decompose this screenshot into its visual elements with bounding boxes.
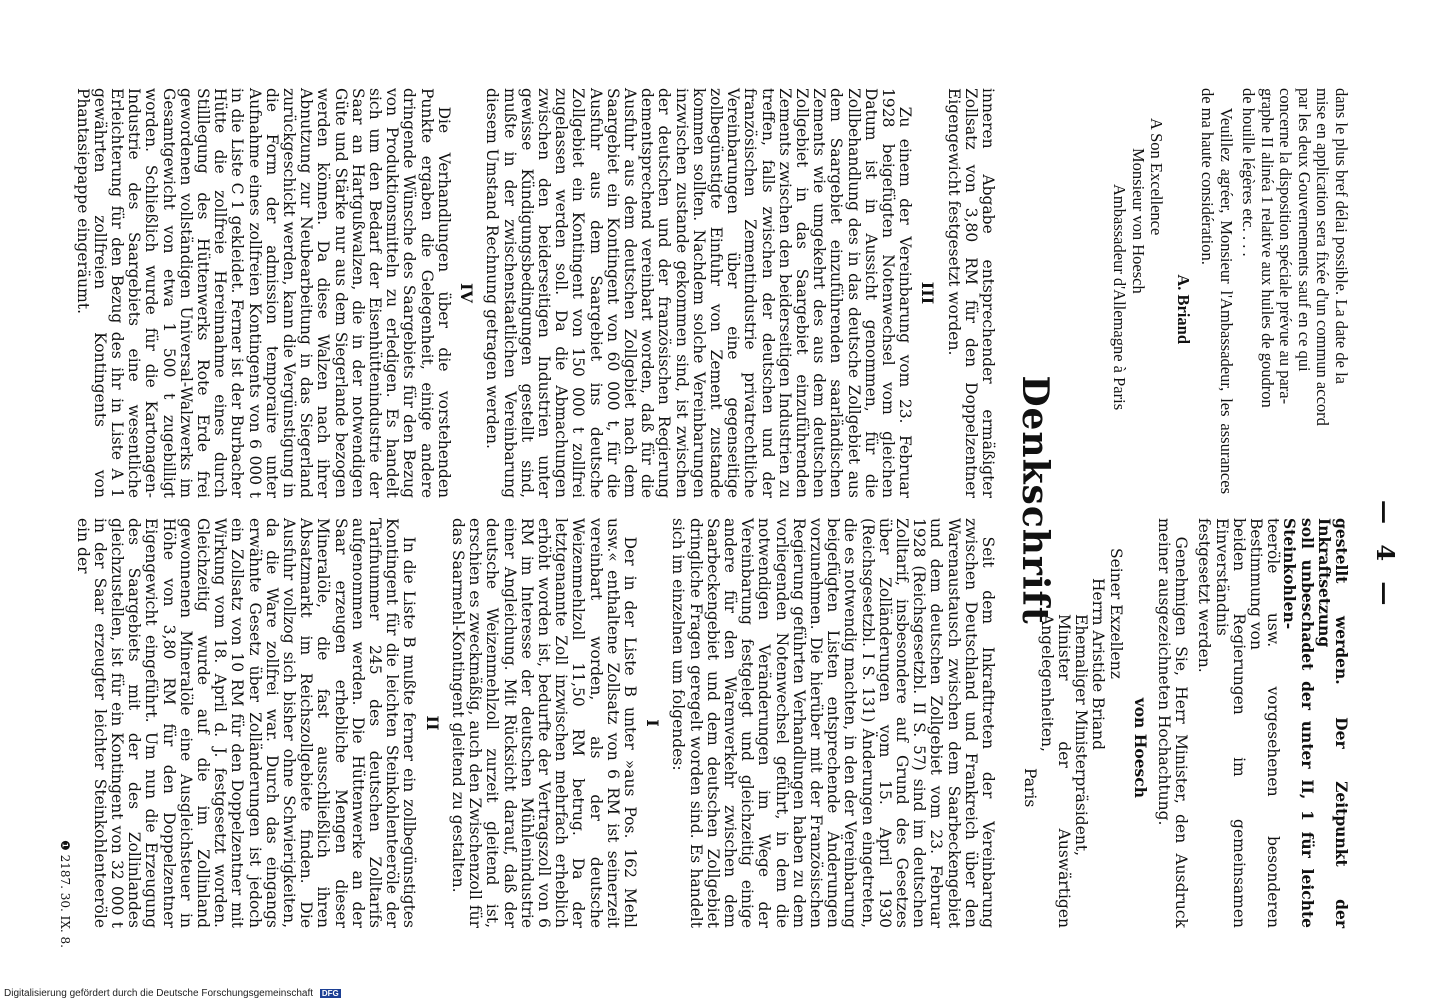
paragraph: In die Liste B mußte ferner ein zollbegünstigtes Kontingent für die leichten Steinkohlenteeröle der Tarifnummer 245 des deutschen Zolltarifs aufgenommen werden. Die Hüttenwerke an der Saar erzeugen erhebliche Mengen dieser Mineralöle, die fast ausschließlich ihren Absatzmarkt im Reichszollgebiete finden. Die Ausfuhr vollzog sich bisher ohne Schwierigkeiten, da die Ware zollfrei war. Durch das eingangs erwähnte Gesetz über Zolländerungen ist jedoch ein Zollsatz von 10 RM für den Doppelzentner mit Wirkung vom 18. April d. J. festgesetzt worden. Gleichzeitig wurde auf die im Zollinland gewonnenen Mineralöle eine Ausgleichsteuer in Höhe von 3,80 RM für den Doppelzentner Eigengewicht eingeführt. Um nun die Erzeugung des Saargebiets mit der des Zollinlandes gleichzustellen, ist für ein Kontingent von 32 000 t in der Saar erzeugter leichter Steinkohlenteeröle ein der — [73, 518, 419, 928]
left-column — [67, 88, 996, 498]
right-column — [67, 518, 996, 928]
digitization-text: Digitalisierung gefördert durch die Deutsche Forschungsgemeinschaft — [4, 988, 314, 999]
address-line: Ambassadeur d'Allemagne à Paris — [1110, 184, 1130, 411]
section-heading-i: I — [643, 719, 663, 727]
text-line: par les deux Gouvernements sauf en ce qui — [1295, 88, 1314, 372]
closing-formula: Genehmigen Sie, Herr Minister, den Ausdruck meiner ausgezeichneten Hochachtung. — [1154, 518, 1191, 928]
section-heading-iii: III — [918, 281, 938, 305]
text-line: mise en application sera fixée d'un commun accord — [1313, 88, 1333, 426]
signature-hoesch: von Hoesch — [1130, 697, 1150, 798]
text-line: beiden Regierungen im gemeinsamen Einverständnis — [1212, 518, 1248, 928]
paragraph: inneren Abgabe entsprechender ermäßigter Zollsatz von 3,80 RM für den Doppelzentner Eigengewicht festgesetzt worden. — [944, 88, 997, 498]
german-letter-end — [1020, 518, 1350, 928]
page-number: — 4 — — [1371, 500, 1400, 612]
german-lines — [1195, 518, 1350, 928]
address-line: A Son Excellence — [1147, 118, 1167, 236]
paragraph: Zu einem der Vereinbarung vom 23. Februar 1928 beigefügten Notenwechsel vom gleichen Datum ist in Aussicht genommen, für die Zollbehandlung des in das deutsche Zollgebiet aus dem Saargebiet einzuführenden saarländischen Zements wie umgekehrt des aus dem deutschen Zollgebiet in das Saargebiet einzuführenden Zements zwischen den beiderseitigen Industrien zu treffen, falls zwischen der deutschen und der französischen Zementindustrie privatrechtliche Vereinbarungen über eine gegenseitige zollbegünstigte Einfuhr von Zement zustande kommen sollten. Nachdem solche Vereinbarungen inzwischen zustande gekommen sind, ist zwischen der deutschen und der französischen Regierung dementsprechend vereinbart worden, daß für die Ausfuhr aus dem deutschen Zollgebiet nach dem Saargebiet ein Kontingent von 60 000 t, für die Ausfuhr aus dem Saargebiet ins deutsche Zollgebiet ein Kontingent von 150 000 t zollfrei zugelassen werden soll. Da die Abmachungen zwischen den beiderseitigen Industrien unter gewisse Kündigungsbedingungen gestellt sind, mußte in der zwischenstaatlichen Vereinbarung diesem Umstand Rechnung getragen werden. — [483, 88, 915, 498]
address-line: Monsieur von Hoesch — [1129, 148, 1148, 294]
text-line: soll unbeschadet der unter II, 1 für leichte Steinkohlen- — [1280, 518, 1317, 928]
text-line: graphe II alinéa 1 relative aux huiles de goudron — [1258, 88, 1277, 408]
text-line: dans le plus bref délai possible. La date de la — [1332, 88, 1351, 384]
signature-briand: A. Briand — [1174, 274, 1193, 344]
address-line: Seiner Exzellenz — [1106, 548, 1125, 679]
paragraph: Der in der Liste B unter »aus Pos. 162 Mehl usw.« enthaltene Zollsatz von 6 RM ist seinerzeit vereinbart worden, als der deutsche Weizenmehlzoll 11,50 RM betrug. Da der letztgenannte Zoll inzwischen mehrfach erheblich erhöht worden ist, bedurfte der Vertragszoll von 6 RM im Interesse der deutschen Mühlenindustrie einer Angleichung. Mit Rücksicht darauf, daß der deutsche Weizenmehlzoll zurzeit gleitend ist, erschien es zweckmäßig, auch den Zwischenzoll für das Saarmehl-Kontingent gleitend zu gestalten. — [448, 518, 639, 928]
print-code: ❶ 2187. 30. IX. 8. — [58, 840, 72, 948]
digitization-text-wrap — [4, 988, 341, 999]
text-line: concerne la disposition spéciale prévue au para- — [1276, 88, 1296, 405]
page-title: Denkschrift — [1014, 375, 1056, 625]
section-heading-iv: IV — [457, 283, 477, 303]
text-line: festgesetzt werden. — [1195, 518, 1214, 673]
address-line: Minister der Auswärtigen Angelegenheiten, — [1037, 614, 1073, 928]
text-line: de houille légères etc. . . . — [1239, 88, 1259, 257]
address-line: Herrn Aristide Briand — [1089, 578, 1108, 751]
section-heading-ii: II — [422, 715, 442, 731]
address-line: Ehemaliger Ministerpräsident, — [1072, 614, 1091, 857]
closing-formula: Veuillez agréer, Monsieur l'Ambassadeur, les assurances de ma haute considération. — [1198, 88, 1236, 494]
french-lines — [1239, 88, 1350, 494]
text-line: teeröle usw. vorgesehenen besonderen Bestimmung von — [1246, 518, 1283, 928]
dfg-logo: DFG — [321, 988, 339, 998]
addressee — [1110, 88, 1166, 494]
address-line: Paris — [1020, 768, 1039, 808]
french-letter-end — [1110, 88, 1350, 494]
paragraph: Die Verhandlungen über die vorstehenden Punkte ergaben die Gelegenheit, einige andere dringende Wünsche des Saargebiets für den Bezug von Produktionsmitteln zu erledigen. Es handelt sich um den Bedarf der Eisenhüttenindustrie der Saar an Hartgußwalzen, die in der notwendigen Güte und Stärke nur aus dem Siegerlande bezogen werden können. Da diese Walzen nach ihrer Abnutzung zur Neubearbeitung in das Siegerland zurückgeschickt werden, kann die Vergünstigung in die Form der admission temporaire unter Aufnahme eines zollfreien Kontingents von 6 000 t in die Liste C 1 gekleidet. Ferner ist der Burbacher Hütte die zollfreie Hereinnahme eines durch Stilllegung des Hüttenwerks Rote Erde frei gewordenen vollständigen Universal-Walzwerks im Gesamtgewicht von etwa 1 500 t zugebilligt worden. Schließlich wurde für die Kartonagen-Industrie des Saargebiets eine wesentliche Erleichterung für den Bezug des ihr in Liste A 1 gewährten zollfreien Kontingents von Phantasiepappe eingeräumt. — [73, 88, 453, 498]
paragraph: Seit dem Inkrafttreten der Vereinbarung zwischen Deutschland und Frankreich über den Warenaustausch zwischen dem Saarbeckengebiet und dem deutschen Zollgebiet vom 23. Februar 1928 (Reichsgesetzbl. II S. 57) sind im deutschen Zolltarif, insbesondere auf Grund des Gesetzes über Zolländerungen vom 15. April 1930 (Reichsgesetzbl. I S. 131) Änderungen eingetreten, die es notwendig machten, in den der Vereinbarung beigefügten Listen entsprechende Änderungen vorzunehmen. Die hierüber mit der Französischen Regierung geführten Verhandlungen haben zu dem vorliegenden Notenwechsel geführt, in dem die notwendigen Veränderungen im Wege der Vereinbarung festgelegt und gleichzeitig einige andere für den Warenverkehr zwischen dem Saarbeckengebiet und dem deutschen Zollgebiet dringliche Fragen geregelt worden sind. Es handelt sich im einzelnen um folgendes: — [669, 518, 997, 928]
text-line: gestellt werden. Der Zeitpunkt der Inkraftsetzung — [1314, 518, 1351, 928]
